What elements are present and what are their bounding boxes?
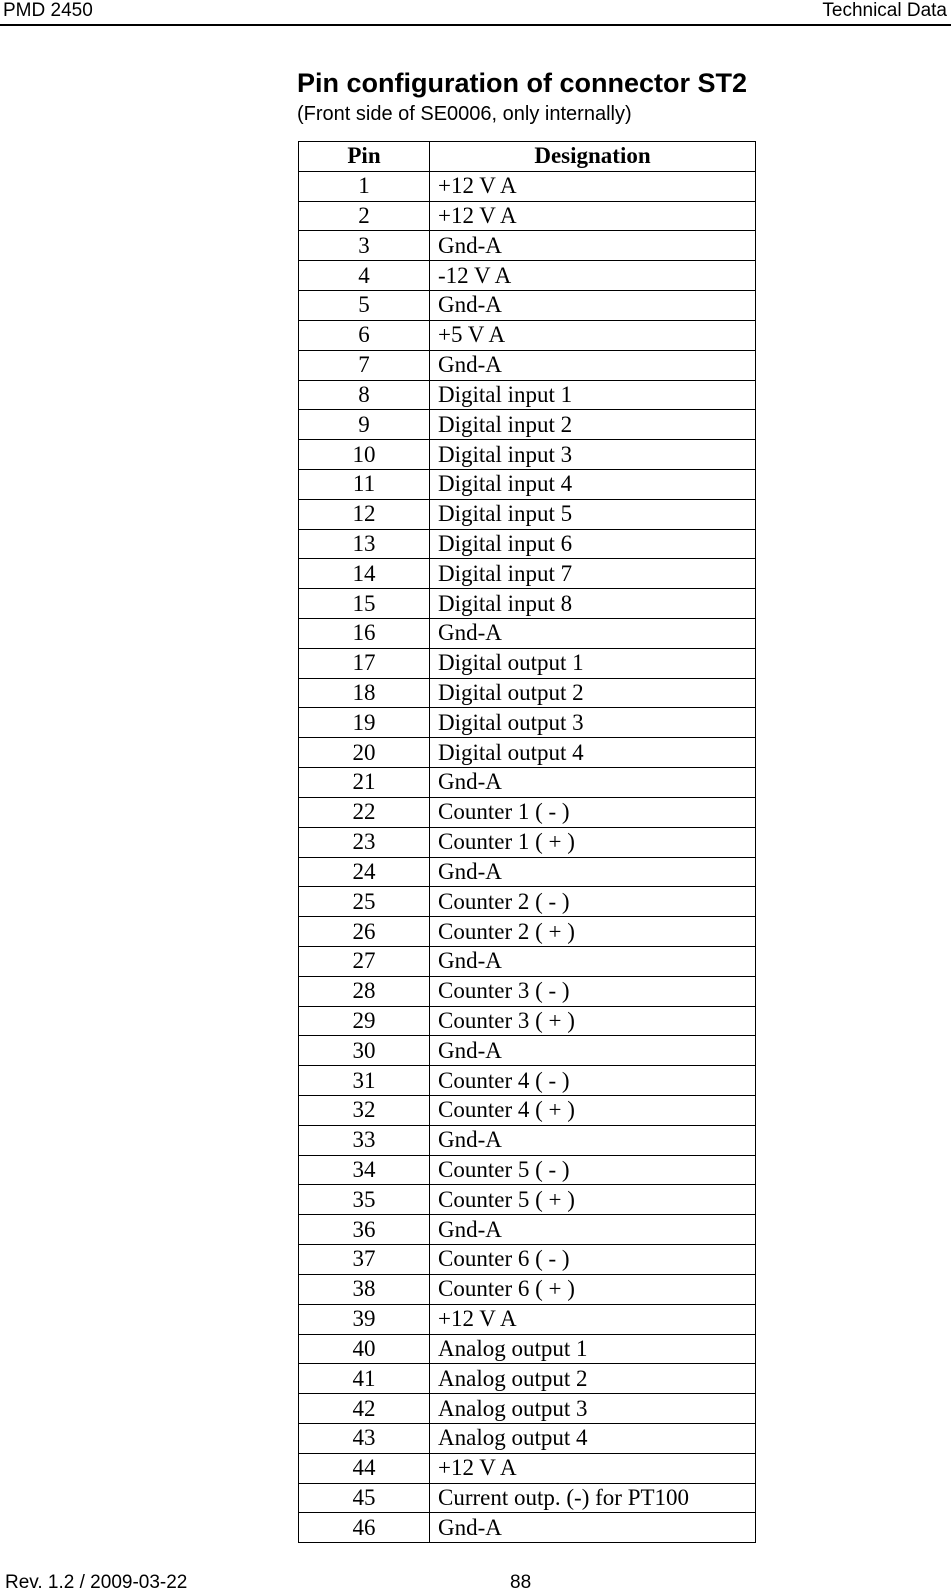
table-row xyxy=(299,380,756,410)
document-name: PMD 2450 xyxy=(3,0,93,21)
pin-number: 16 xyxy=(299,619,430,649)
table-row xyxy=(299,1006,756,1036)
pin-number: 26 xyxy=(299,917,430,947)
pin-designation: Counter 5 ( + ) xyxy=(430,1185,756,1215)
table-row xyxy=(299,171,756,201)
table-row xyxy=(299,1483,756,1513)
table-row xyxy=(299,1334,756,1364)
pin-number: 25 xyxy=(299,887,430,917)
pin-number: 27 xyxy=(299,946,430,976)
pin-designation: Counter 2 ( - ) xyxy=(430,887,756,917)
pin-number: 2 xyxy=(299,201,430,231)
table-row xyxy=(299,1125,756,1155)
pin-number: 9 xyxy=(299,410,430,440)
pin-designation: Digital input 6 xyxy=(430,529,756,559)
table-row xyxy=(299,529,756,559)
pin-designation: Counter 1 ( + ) xyxy=(430,827,756,857)
pin-number: 46 xyxy=(299,1513,430,1543)
pin-number: 11 xyxy=(299,469,430,499)
pin-number: 45 xyxy=(299,1483,430,1513)
column-header-designation: Designation xyxy=(430,142,756,172)
table-row xyxy=(299,1394,756,1424)
pin-configuration-table xyxy=(298,141,756,1543)
pin-designation: Gnd-A xyxy=(430,1125,756,1155)
pin-designation: Digital output 3 xyxy=(430,708,756,738)
pin-number: 37 xyxy=(299,1245,430,1275)
pin-designation: -12 V A xyxy=(430,261,756,291)
table-row xyxy=(299,797,756,827)
pin-number: 44 xyxy=(299,1453,430,1483)
pin-number: 34 xyxy=(299,1155,430,1185)
pin-number: 40 xyxy=(299,1334,430,1364)
pin-number: 33 xyxy=(299,1125,430,1155)
table-row xyxy=(299,1364,756,1394)
pin-designation: +5 V A xyxy=(430,320,756,350)
pin-designation: Digital input 3 xyxy=(430,440,756,470)
pin-designation: Gnd-A xyxy=(430,1215,756,1245)
pin-designation: Digital input 7 xyxy=(430,559,756,589)
pin-number: 19 xyxy=(299,708,430,738)
pin-designation: Analog output 4 xyxy=(430,1423,756,1453)
table-row xyxy=(299,1245,756,1275)
pin-designation: Counter 6 ( + ) xyxy=(430,1274,756,1304)
pin-number: 38 xyxy=(299,1274,430,1304)
table-row xyxy=(299,917,756,947)
pin-number: 13 xyxy=(299,529,430,559)
pin-number: 8 xyxy=(299,380,430,410)
table-row xyxy=(299,320,756,350)
pin-designation: Gnd-A xyxy=(430,768,756,798)
pin-designation: +12 V A xyxy=(430,171,756,201)
pin-number: 28 xyxy=(299,976,430,1006)
pin-number: 23 xyxy=(299,827,430,857)
table-row xyxy=(299,469,756,499)
pin-designation: Digital input 4 xyxy=(430,469,756,499)
table-row xyxy=(299,1096,756,1126)
table-row xyxy=(299,1304,756,1334)
table-row xyxy=(299,201,756,231)
pin-number: 14 xyxy=(299,559,430,589)
pin-number: 24 xyxy=(299,857,430,887)
table-row xyxy=(299,1185,756,1215)
pin-number: 21 xyxy=(299,768,430,798)
pin-number: 17 xyxy=(299,648,430,678)
pin-number: 31 xyxy=(299,1066,430,1096)
table-row xyxy=(299,1513,756,1543)
pin-designation: Digital output 4 xyxy=(430,738,756,768)
table-body xyxy=(299,171,756,1542)
header-divider xyxy=(0,24,951,26)
pin-number: 20 xyxy=(299,738,430,768)
table-row xyxy=(299,678,756,708)
pin-number: 6 xyxy=(299,320,430,350)
pin-designation: Gnd-A xyxy=(430,291,756,321)
column-header-pin: Pin xyxy=(299,142,430,172)
pin-number: 36 xyxy=(299,1215,430,1245)
pin-number: 3 xyxy=(299,231,430,261)
table-row xyxy=(299,619,756,649)
table-row xyxy=(299,499,756,529)
pin-designation: Counter 6 ( - ) xyxy=(430,1245,756,1275)
table-row xyxy=(299,976,756,1006)
pin-number: 39 xyxy=(299,1304,430,1334)
pin-number: 7 xyxy=(299,350,430,380)
pin-number: 4 xyxy=(299,261,430,291)
table-row xyxy=(299,261,756,291)
pin-number: 12 xyxy=(299,499,430,529)
table-row xyxy=(299,410,756,440)
pin-number: 1 xyxy=(299,171,430,201)
pin-designation: Digital input 8 xyxy=(430,589,756,619)
pin-designation: Counter 3 ( + ) xyxy=(430,1006,756,1036)
pin-designation: Current outp. (-) for PT100 xyxy=(430,1483,756,1513)
table-row xyxy=(299,1036,756,1066)
pin-designation: Counter 4 ( + ) xyxy=(430,1096,756,1126)
table-row xyxy=(299,887,756,917)
table-row xyxy=(299,768,756,798)
table-header-row xyxy=(299,142,756,172)
table-row xyxy=(299,589,756,619)
table-row xyxy=(299,946,756,976)
pin-designation: Gnd-A xyxy=(430,231,756,261)
pin-designation: Counter 5 ( - ) xyxy=(430,1155,756,1185)
pin-designation: Counter 4 ( - ) xyxy=(430,1066,756,1096)
pin-designation: Gnd-A xyxy=(430,1036,756,1066)
table-row xyxy=(299,1423,756,1453)
pin-designation: Gnd-A xyxy=(430,1513,756,1543)
pin-number: 15 xyxy=(299,589,430,619)
pin-designation: Gnd-A xyxy=(430,619,756,649)
pin-designation: Analog output 2 xyxy=(430,1364,756,1394)
table-row xyxy=(299,559,756,589)
pin-designation: Digital input 5 xyxy=(430,499,756,529)
pin-designation: Counter 3 ( - ) xyxy=(430,976,756,1006)
revision-label: Rev. 1.2 / 2009-03-22 xyxy=(5,1572,188,1593)
pin-designation: Analog output 3 xyxy=(430,1394,756,1424)
pin-designation: +12 V A xyxy=(430,201,756,231)
pin-designation: Digital output 1 xyxy=(430,648,756,678)
table-row xyxy=(299,827,756,857)
pin-designation: Counter 2 ( + ) xyxy=(430,917,756,947)
pin-designation: Gnd-A xyxy=(430,857,756,887)
pin-designation: Gnd-A xyxy=(430,350,756,380)
table-row xyxy=(299,857,756,887)
pin-number: 35 xyxy=(299,1185,430,1215)
pin-number: 29 xyxy=(299,1006,430,1036)
table-row xyxy=(299,648,756,678)
pin-number: 22 xyxy=(299,797,430,827)
page-number: 88 xyxy=(510,1572,532,1593)
chapter-name: Technical Data xyxy=(822,0,947,21)
pin-number: 18 xyxy=(299,678,430,708)
pin-designation: Digital output 2 xyxy=(430,678,756,708)
pin-number: 41 xyxy=(299,1364,430,1394)
table-row xyxy=(299,350,756,380)
table-row xyxy=(299,1453,756,1483)
pin-number: 32 xyxy=(299,1096,430,1126)
pin-designation: Digital input 2 xyxy=(430,410,756,440)
table-row xyxy=(299,1274,756,1304)
pin-designation: Digital input 1 xyxy=(430,380,756,410)
pin-number: 43 xyxy=(299,1423,430,1453)
table-row xyxy=(299,1215,756,1245)
pin-designation: Counter 1 ( - ) xyxy=(430,797,756,827)
table-row xyxy=(299,440,756,470)
pin-designation: Analog output 1 xyxy=(430,1334,756,1364)
table-row xyxy=(299,231,756,261)
table-row xyxy=(299,738,756,768)
pin-designation: +12 V A xyxy=(430,1453,756,1483)
pin-number: 42 xyxy=(299,1394,430,1424)
table-row xyxy=(299,291,756,321)
pin-designation: +12 V A xyxy=(430,1304,756,1334)
pin-number: 5 xyxy=(299,291,430,321)
table-row xyxy=(299,708,756,738)
table-row xyxy=(299,1066,756,1096)
pin-number: 10 xyxy=(299,440,430,470)
section-title: Pin configuration of connector ST2 xyxy=(297,68,748,98)
table-row xyxy=(299,1155,756,1185)
section-subtitle: (Front side of SE0006, only internally) xyxy=(297,103,632,125)
pin-number: 30 xyxy=(299,1036,430,1066)
pin-designation: Gnd-A xyxy=(430,946,756,976)
